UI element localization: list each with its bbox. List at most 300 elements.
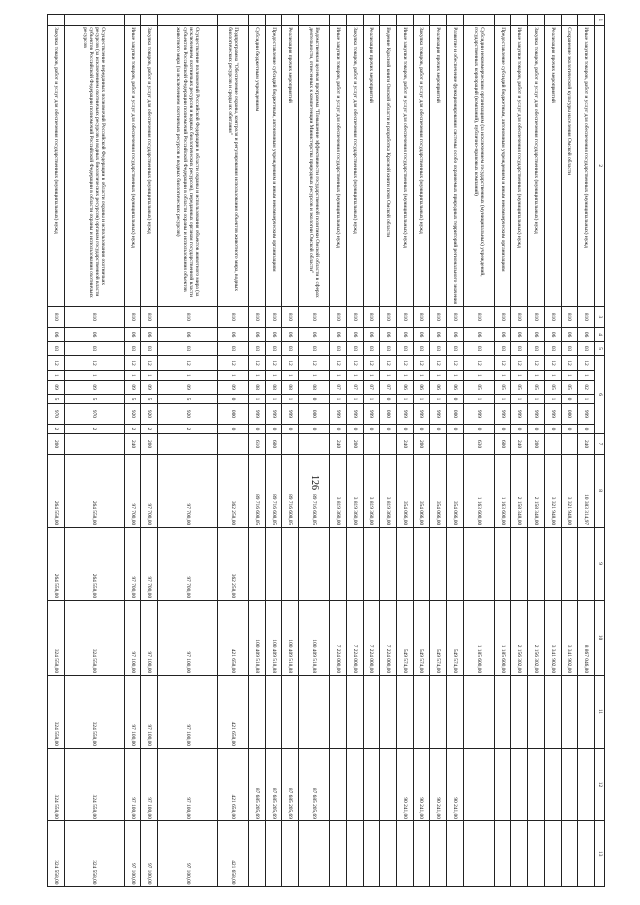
row-target-2: 1 bbox=[141, 371, 158, 381]
row-target-1: 12 bbox=[396, 356, 413, 371]
row-col-1 bbox=[248, 15, 265, 26]
row-target-6: 2 bbox=[141, 424, 158, 434]
row-target-1: 12 bbox=[413, 356, 430, 371]
row-description: Осуществление полномочий Российской Федерации в области охраны и использования объектов животного мира (за исключением охотничьих ресурсов и водных биологических ресурсов), переданных органам государственной власти субъектов Российской Федерации полномочий Российской Федерации в области охраны и использования объектов животного мира (за исключением охотничьих ресурсов и водных биологических ресурсов) bbox=[158, 25, 218, 306]
row-value-9 bbox=[380, 527, 397, 600]
row-value-10: 324 558,00 bbox=[65, 600, 125, 675]
row-code-3: 810 bbox=[48, 306, 65, 327]
row-target-6: 0 bbox=[248, 424, 265, 434]
header-col-13: 13 bbox=[595, 821, 605, 887]
row-target-1: 12 bbox=[463, 356, 494, 371]
row-code-5: 03 bbox=[330, 342, 347, 356]
row-target-2: 1 bbox=[561, 371, 578, 381]
row-target-3: 08 bbox=[248, 380, 265, 394]
row-target-6: 0 bbox=[363, 424, 380, 434]
row-value-10: 549 574,00 bbox=[430, 600, 447, 675]
row-target-4: 5 bbox=[65, 394, 125, 404]
row-value-13: 324 558,00 bbox=[48, 821, 65, 887]
row-code-5: 03 bbox=[217, 342, 248, 356]
table-row bbox=[265, 15, 282, 887]
row-target-4: 1 bbox=[463, 394, 494, 404]
row-target-5: 999 bbox=[363, 404, 380, 424]
row-target-5: 999 bbox=[578, 404, 595, 424]
row-value-10: 97 100,00 bbox=[124, 600, 141, 675]
row-target-1: 12 bbox=[330, 356, 347, 371]
row-target-5: 000 bbox=[217, 404, 248, 424]
row-value-10: 8 867 046,80 bbox=[578, 600, 595, 675]
row-code-7 bbox=[561, 434, 578, 454]
row-code-5: 03 bbox=[544, 342, 561, 356]
row-code-3: 810 bbox=[578, 306, 595, 327]
row-target-1: 12 bbox=[578, 356, 595, 371]
row-code-3: 810 bbox=[282, 306, 299, 327]
header-col-2: 2 bbox=[595, 25, 605, 306]
row-col-1 bbox=[413, 15, 430, 26]
header-row bbox=[595, 15, 605, 887]
row-code-5: 03 bbox=[124, 342, 141, 356]
row-value-8: 1 163 600,00 bbox=[494, 454, 511, 527]
row-target-4: 0 bbox=[299, 394, 330, 404]
row-code-4: 06 bbox=[447, 328, 464, 342]
row-value-10: 1 185 600,00 bbox=[463, 600, 494, 675]
row-col-1 bbox=[158, 15, 218, 26]
header-col-6: 6 bbox=[595, 356, 605, 434]
row-value-13 bbox=[511, 821, 528, 887]
row-value-11 bbox=[413, 675, 430, 748]
row-target-3: 08 bbox=[282, 380, 299, 394]
row-target-2: 1 bbox=[463, 371, 494, 381]
row-col-1 bbox=[265, 15, 282, 26]
row-value-12: 97 100,00 bbox=[141, 748, 158, 821]
row-code-7: 600 bbox=[494, 434, 511, 454]
row-target-4: 5 bbox=[48, 394, 65, 404]
row-target-3: 06 bbox=[430, 380, 447, 394]
row-target-3: 06 bbox=[396, 380, 413, 394]
row-value-11 bbox=[265, 675, 282, 748]
row-value-12 bbox=[528, 748, 545, 821]
row-value-8: 3 321 948,00 bbox=[561, 454, 578, 527]
row-target-6: 0 bbox=[330, 424, 347, 434]
page-number: 126 bbox=[309, 475, 320, 490]
row-code-7: 200 bbox=[141, 434, 158, 454]
row-code-4: 06 bbox=[528, 328, 545, 342]
row-target-4: 1 bbox=[363, 394, 380, 404]
row-target-5: 920 bbox=[124, 404, 141, 424]
row-code-4: 06 bbox=[248, 328, 265, 342]
row-target-1: 12 bbox=[124, 356, 141, 371]
row-value-12 bbox=[494, 748, 511, 821]
row-description: Иные закупки товаров, работ и услуг для обеспечения государственных (муниципальных) нужд bbox=[578, 25, 595, 306]
row-value-10: 421 658,00 bbox=[217, 600, 248, 675]
row-value-13 bbox=[265, 821, 282, 887]
row-code-3: 810 bbox=[511, 306, 528, 327]
row-code-4: 06 bbox=[265, 328, 282, 342]
table-body bbox=[48, 15, 595, 887]
row-value-9: 264 558,00 bbox=[65, 527, 125, 600]
row-value-11 bbox=[282, 675, 299, 748]
row-code-5: 03 bbox=[299, 342, 330, 356]
row-code-5: 03 bbox=[282, 342, 299, 356]
row-description: Реализация прочих мероприятий bbox=[544, 25, 561, 306]
row-code-3: 810 bbox=[141, 306, 158, 327]
row-value-12: 90 241,00 bbox=[413, 748, 430, 821]
row-value-10: 100 409 518,88 bbox=[265, 600, 282, 675]
table-row bbox=[380, 15, 397, 887]
row-target-6: 0 bbox=[265, 424, 282, 434]
row-target-2: 1 bbox=[380, 371, 397, 381]
row-value-8: 10 383 314,97 bbox=[578, 454, 595, 527]
row-description: Ведомственная целевая программа "Повышение эффективности государственной политики Омской области в сферах деятельности, отнесенных к компетенции Министерства природных ресурсов и экологии Омской области" bbox=[299, 25, 330, 306]
row-code-4: 06 bbox=[463, 328, 494, 342]
row-target-4: 1 bbox=[330, 394, 347, 404]
row-target-2: 1 bbox=[217, 371, 248, 381]
row-value-13 bbox=[561, 821, 578, 887]
row-target-6: 2 bbox=[158, 424, 218, 434]
row-code-5: 03 bbox=[463, 342, 494, 356]
row-value-10: 549 574,00 bbox=[447, 600, 464, 675]
row-value-9 bbox=[282, 527, 299, 600]
row-target-1: 12 bbox=[217, 356, 248, 371]
row-value-8: 354 066,00 bbox=[396, 454, 413, 527]
row-code-4: 06 bbox=[282, 328, 299, 342]
header-col-4: 4 bbox=[595, 328, 605, 342]
row-code-5: 03 bbox=[363, 342, 380, 356]
row-target-4: 5 bbox=[141, 394, 158, 404]
row-target-1: 12 bbox=[430, 356, 447, 371]
row-target-4: 1 bbox=[511, 394, 528, 404]
row-target-3: 05 bbox=[463, 380, 494, 394]
row-value-12 bbox=[463, 748, 494, 821]
row-code-4: 06 bbox=[494, 328, 511, 342]
row-target-1: 12 bbox=[265, 356, 282, 371]
row-value-11 bbox=[511, 675, 528, 748]
row-value-9: 362 258,00 bbox=[217, 527, 248, 600]
row-target-3: 05 bbox=[561, 380, 578, 394]
row-code-5: 03 bbox=[65, 342, 125, 356]
row-target-3: 06 bbox=[447, 380, 464, 394]
row-value-12 bbox=[511, 748, 528, 821]
table-row bbox=[217, 15, 248, 887]
row-value-8: 3 819 360,00 bbox=[363, 454, 380, 527]
table-row bbox=[396, 15, 413, 887]
row-value-11 bbox=[299, 675, 330, 748]
row-value-13 bbox=[447, 821, 464, 887]
row-value-9 bbox=[447, 527, 464, 600]
row-value-8: 264 558,00 bbox=[65, 454, 125, 527]
row-target-3: 05 bbox=[544, 380, 561, 394]
row-target-4: 0 bbox=[380, 394, 397, 404]
row-target-2: 1 bbox=[494, 371, 511, 381]
row-col-1 bbox=[363, 15, 380, 26]
row-target-6: 0 bbox=[463, 424, 494, 434]
row-value-12: 324 558,00 bbox=[65, 748, 125, 821]
row-value-11 bbox=[396, 675, 413, 748]
row-target-5: 999 bbox=[396, 404, 413, 424]
row-code-7: 600 bbox=[265, 434, 282, 454]
row-description: Реализация прочих мероприятий bbox=[430, 25, 447, 306]
row-code-5: 03 bbox=[248, 342, 265, 356]
row-target-6: 0 bbox=[528, 424, 545, 434]
row-target-4: 1 bbox=[265, 394, 282, 404]
row-code-3: 810 bbox=[463, 306, 494, 327]
header-col-1: 1 bbox=[595, 15, 605, 26]
row-code-3: 810 bbox=[396, 306, 413, 327]
row-target-2: 1 bbox=[248, 371, 265, 381]
row-value-9: 97 700,00 bbox=[158, 527, 218, 600]
row-code-7 bbox=[544, 434, 561, 454]
row-target-3: 07 bbox=[330, 380, 347, 394]
row-col-1 bbox=[346, 15, 363, 26]
row-code-5: 03 bbox=[380, 342, 397, 356]
row-target-3: 09 bbox=[124, 380, 141, 394]
row-target-4: 0 bbox=[217, 394, 248, 404]
row-description: Закупка товаров, работ и услуг для обеспечения государственных (муниципальных) нужд bbox=[141, 25, 158, 306]
row-target-4: 5 bbox=[124, 394, 141, 404]
table-row bbox=[463, 15, 494, 887]
row-description: Закупка товаров, работ и услуг для обеспечения государственных (муниципальных) нужд bbox=[413, 25, 430, 306]
row-col-1 bbox=[494, 15, 511, 26]
row-description: Осуществление переданных полномочий Российской Федерации в области охраны и использования охотничьих ресурсов (за исключением охотничьих ресурсов и водных биологических ресурсов) органам государственной власти субъектов Российской Федерации полномочий Российской Федерации в области охраны и использования охотничьих ресурсов bbox=[65, 25, 125, 306]
row-value-13 bbox=[346, 821, 363, 887]
row-target-3: 07 bbox=[380, 380, 397, 394]
row-target-5: 999 bbox=[330, 404, 347, 424]
row-target-1: 12 bbox=[447, 356, 464, 371]
row-code-3: 810 bbox=[363, 306, 380, 327]
row-value-11: 324 558,00 bbox=[48, 675, 65, 748]
row-code-4: 06 bbox=[141, 328, 158, 342]
row-code-4: 06 bbox=[511, 328, 528, 342]
row-value-11 bbox=[447, 675, 464, 748]
row-target-1: 12 bbox=[65, 356, 125, 371]
row-target-1: 12 bbox=[561, 356, 578, 371]
row-target-3: 09 bbox=[141, 380, 158, 394]
row-code-4: 06 bbox=[363, 328, 380, 342]
row-value-9 bbox=[299, 527, 330, 600]
row-target-6: 0 bbox=[430, 424, 447, 434]
row-target-5: 000 bbox=[561, 404, 578, 424]
row-target-6: 0 bbox=[217, 424, 248, 434]
row-value-9 bbox=[494, 527, 511, 600]
row-value-8: 354 066,00 bbox=[447, 454, 464, 527]
row-code-5: 03 bbox=[578, 342, 595, 356]
row-target-5: 970 bbox=[48, 404, 65, 424]
row-target-6: 0 bbox=[380, 424, 397, 434]
row-code-3: 810 bbox=[299, 306, 330, 327]
row-code-7 bbox=[430, 434, 447, 454]
row-value-11 bbox=[561, 675, 578, 748]
row-code-7: 200 bbox=[346, 434, 363, 454]
row-value-8: 89 716 608,05 bbox=[248, 454, 265, 527]
table-row bbox=[141, 15, 158, 887]
row-target-5: 999 bbox=[544, 404, 561, 424]
row-target-5: 920 bbox=[158, 404, 218, 424]
row-col-1 bbox=[282, 15, 299, 26]
row-value-11: 97 100,00 bbox=[158, 675, 218, 748]
row-value-11 bbox=[248, 675, 265, 748]
row-col-1 bbox=[330, 15, 347, 26]
row-target-5: 999 bbox=[248, 404, 265, 424]
row-value-11 bbox=[463, 675, 494, 748]
row-description: Ведение Красной книги Омской области и разработка Красной книги почв Омской области bbox=[380, 25, 397, 306]
row-value-12: 87 685 205,69 bbox=[248, 748, 265, 821]
row-value-12 bbox=[578, 748, 595, 821]
table-row bbox=[528, 15, 545, 887]
row-value-11 bbox=[380, 675, 397, 748]
row-code-3: 810 bbox=[528, 306, 545, 327]
row-code-5: 03 bbox=[511, 342, 528, 356]
table-row bbox=[48, 15, 65, 887]
table-row bbox=[447, 15, 464, 887]
row-target-6: 0 bbox=[578, 424, 595, 434]
row-value-9 bbox=[396, 527, 413, 600]
row-target-1: 12 bbox=[494, 356, 511, 371]
row-target-6: 0 bbox=[544, 424, 561, 434]
row-target-2: 1 bbox=[447, 371, 464, 381]
row-value-8: 354 066,00 bbox=[430, 454, 447, 527]
row-target-2: 1 bbox=[124, 371, 141, 381]
row-code-5: 03 bbox=[430, 342, 447, 356]
row-target-2: 1 bbox=[265, 371, 282, 381]
row-value-9 bbox=[544, 527, 561, 600]
row-code-7: 240 bbox=[396, 434, 413, 454]
row-value-12: 87 685 205,69 bbox=[265, 748, 282, 821]
row-value-11 bbox=[544, 675, 561, 748]
row-description: Сохранение экологической культуры населения Омской области bbox=[561, 25, 578, 306]
header-col-11: 11 bbox=[595, 675, 605, 748]
row-target-5: 999 bbox=[265, 404, 282, 424]
header-col-10: 10 bbox=[595, 600, 605, 675]
row-value-8: 89 716 608,05 bbox=[265, 454, 282, 527]
row-value-8: 97 700,00 bbox=[141, 454, 158, 527]
table-row bbox=[363, 15, 380, 887]
row-target-2: 1 bbox=[528, 371, 545, 381]
row-value-10: 100 409 518,88 bbox=[282, 600, 299, 675]
row-code-5: 03 bbox=[346, 342, 363, 356]
row-target-5: 999 bbox=[346, 404, 363, 424]
row-col-1 bbox=[447, 15, 464, 26]
row-code-5: 03 bbox=[447, 342, 464, 356]
row-code-4: 06 bbox=[48, 328, 65, 342]
row-target-2: 1 bbox=[65, 371, 125, 381]
row-col-1 bbox=[396, 15, 413, 26]
row-target-5: 920 bbox=[141, 404, 158, 424]
row-value-8: 3 819 360,00 bbox=[330, 454, 347, 527]
row-target-6: 2 bbox=[124, 424, 141, 434]
row-value-12: 90 241,00 bbox=[396, 748, 413, 821]
row-value-13 bbox=[363, 821, 380, 887]
row-target-4: 0 bbox=[561, 394, 578, 404]
row-value-11: 97 100,00 bbox=[141, 675, 158, 748]
table-row bbox=[65, 15, 125, 887]
row-target-2: 1 bbox=[299, 371, 330, 381]
row-code-7 bbox=[299, 434, 330, 454]
row-value-8: 3 819 360,00 bbox=[346, 454, 363, 527]
row-col-1 bbox=[463, 15, 494, 26]
row-value-9 bbox=[413, 527, 430, 600]
row-value-12: 87 685 205,69 bbox=[299, 748, 330, 821]
row-target-3: 09 bbox=[65, 380, 125, 394]
row-value-13: 97 100,00 bbox=[158, 821, 218, 887]
row-code-3: 810 bbox=[494, 306, 511, 327]
row-code-7: 610 bbox=[248, 434, 265, 454]
row-value-11 bbox=[494, 675, 511, 748]
row-description: Подпрограмма "Обеспечение охраны, контроля и регулирования использования объектов животного мира, водных биологических ресурсов и среды их обитания" bbox=[217, 25, 248, 306]
row-value-10: 3 341 902,00 bbox=[561, 600, 578, 675]
row-code-3: 810 bbox=[447, 306, 464, 327]
row-target-6: 0 bbox=[299, 424, 330, 434]
row-target-4: 5 bbox=[158, 394, 218, 404]
row-col-1 bbox=[528, 15, 545, 26]
row-code-7 bbox=[363, 434, 380, 454]
row-code-4: 06 bbox=[65, 328, 125, 342]
row-target-4: 1 bbox=[494, 394, 511, 404]
row-value-8: 97 700,00 bbox=[124, 454, 141, 527]
table-row bbox=[544, 15, 561, 887]
row-target-4: 1 bbox=[528, 394, 545, 404]
row-col-1 bbox=[299, 15, 330, 26]
row-target-4: 1 bbox=[282, 394, 299, 404]
row-value-9: 97 700,00 bbox=[124, 527, 141, 600]
row-value-12 bbox=[346, 748, 363, 821]
row-value-13 bbox=[413, 821, 430, 887]
row-target-5: 999 bbox=[413, 404, 430, 424]
row-value-9 bbox=[511, 527, 528, 600]
row-target-5: 999 bbox=[528, 404, 545, 424]
row-target-6: 0 bbox=[561, 424, 578, 434]
row-target-5: 000 bbox=[380, 404, 397, 424]
row-code-3: 810 bbox=[430, 306, 447, 327]
row-value-8: 354 066,00 bbox=[413, 454, 430, 527]
budget-table bbox=[47, 14, 605, 887]
row-target-1: 12 bbox=[511, 356, 528, 371]
table-row bbox=[430, 15, 447, 887]
table-row bbox=[413, 15, 430, 887]
row-col-1 bbox=[430, 15, 447, 26]
row-code-4: 06 bbox=[217, 328, 248, 342]
table-row bbox=[494, 15, 511, 887]
row-value-8: 89 716 608,05 bbox=[282, 454, 299, 527]
row-target-6: 0 bbox=[494, 424, 511, 434]
row-col-1 bbox=[511, 15, 528, 26]
header-col-3: 3 bbox=[595, 306, 605, 327]
row-value-11: 324 558,00 bbox=[65, 675, 125, 748]
row-description: Реализация прочих мероприятий bbox=[363, 25, 380, 306]
header-col-12: 12 bbox=[595, 748, 605, 821]
row-target-4: 1 bbox=[248, 394, 265, 404]
row-code-3: 810 bbox=[561, 306, 578, 327]
row-description: Развитие и обеспечение функционирования системы особо охраняемых природных территорий регионального значения bbox=[447, 25, 464, 306]
header-col-9: 9 bbox=[595, 527, 605, 600]
row-code-4: 06 bbox=[561, 328, 578, 342]
row-code-4: 06 bbox=[330, 328, 347, 342]
row-value-10: 100 409 518,88 bbox=[248, 600, 265, 675]
row-value-9 bbox=[578, 527, 595, 600]
row-code-5: 03 bbox=[48, 342, 65, 356]
row-code-7 bbox=[217, 434, 248, 454]
row-target-4: 1 bbox=[346, 394, 363, 404]
row-value-11 bbox=[330, 675, 347, 748]
table-row bbox=[158, 15, 218, 887]
table-row bbox=[511, 15, 528, 887]
row-value-10: 7 224 000,00 bbox=[346, 600, 363, 675]
row-value-10: 324 558,00 bbox=[48, 600, 65, 675]
row-code-7: 200 bbox=[528, 434, 545, 454]
rotated-sheet bbox=[47, 14, 605, 887]
table-row bbox=[124, 15, 141, 887]
row-target-1: 12 bbox=[544, 356, 561, 371]
row-code-3: 810 bbox=[413, 306, 430, 327]
header-col-7: 7 bbox=[595, 434, 605, 454]
